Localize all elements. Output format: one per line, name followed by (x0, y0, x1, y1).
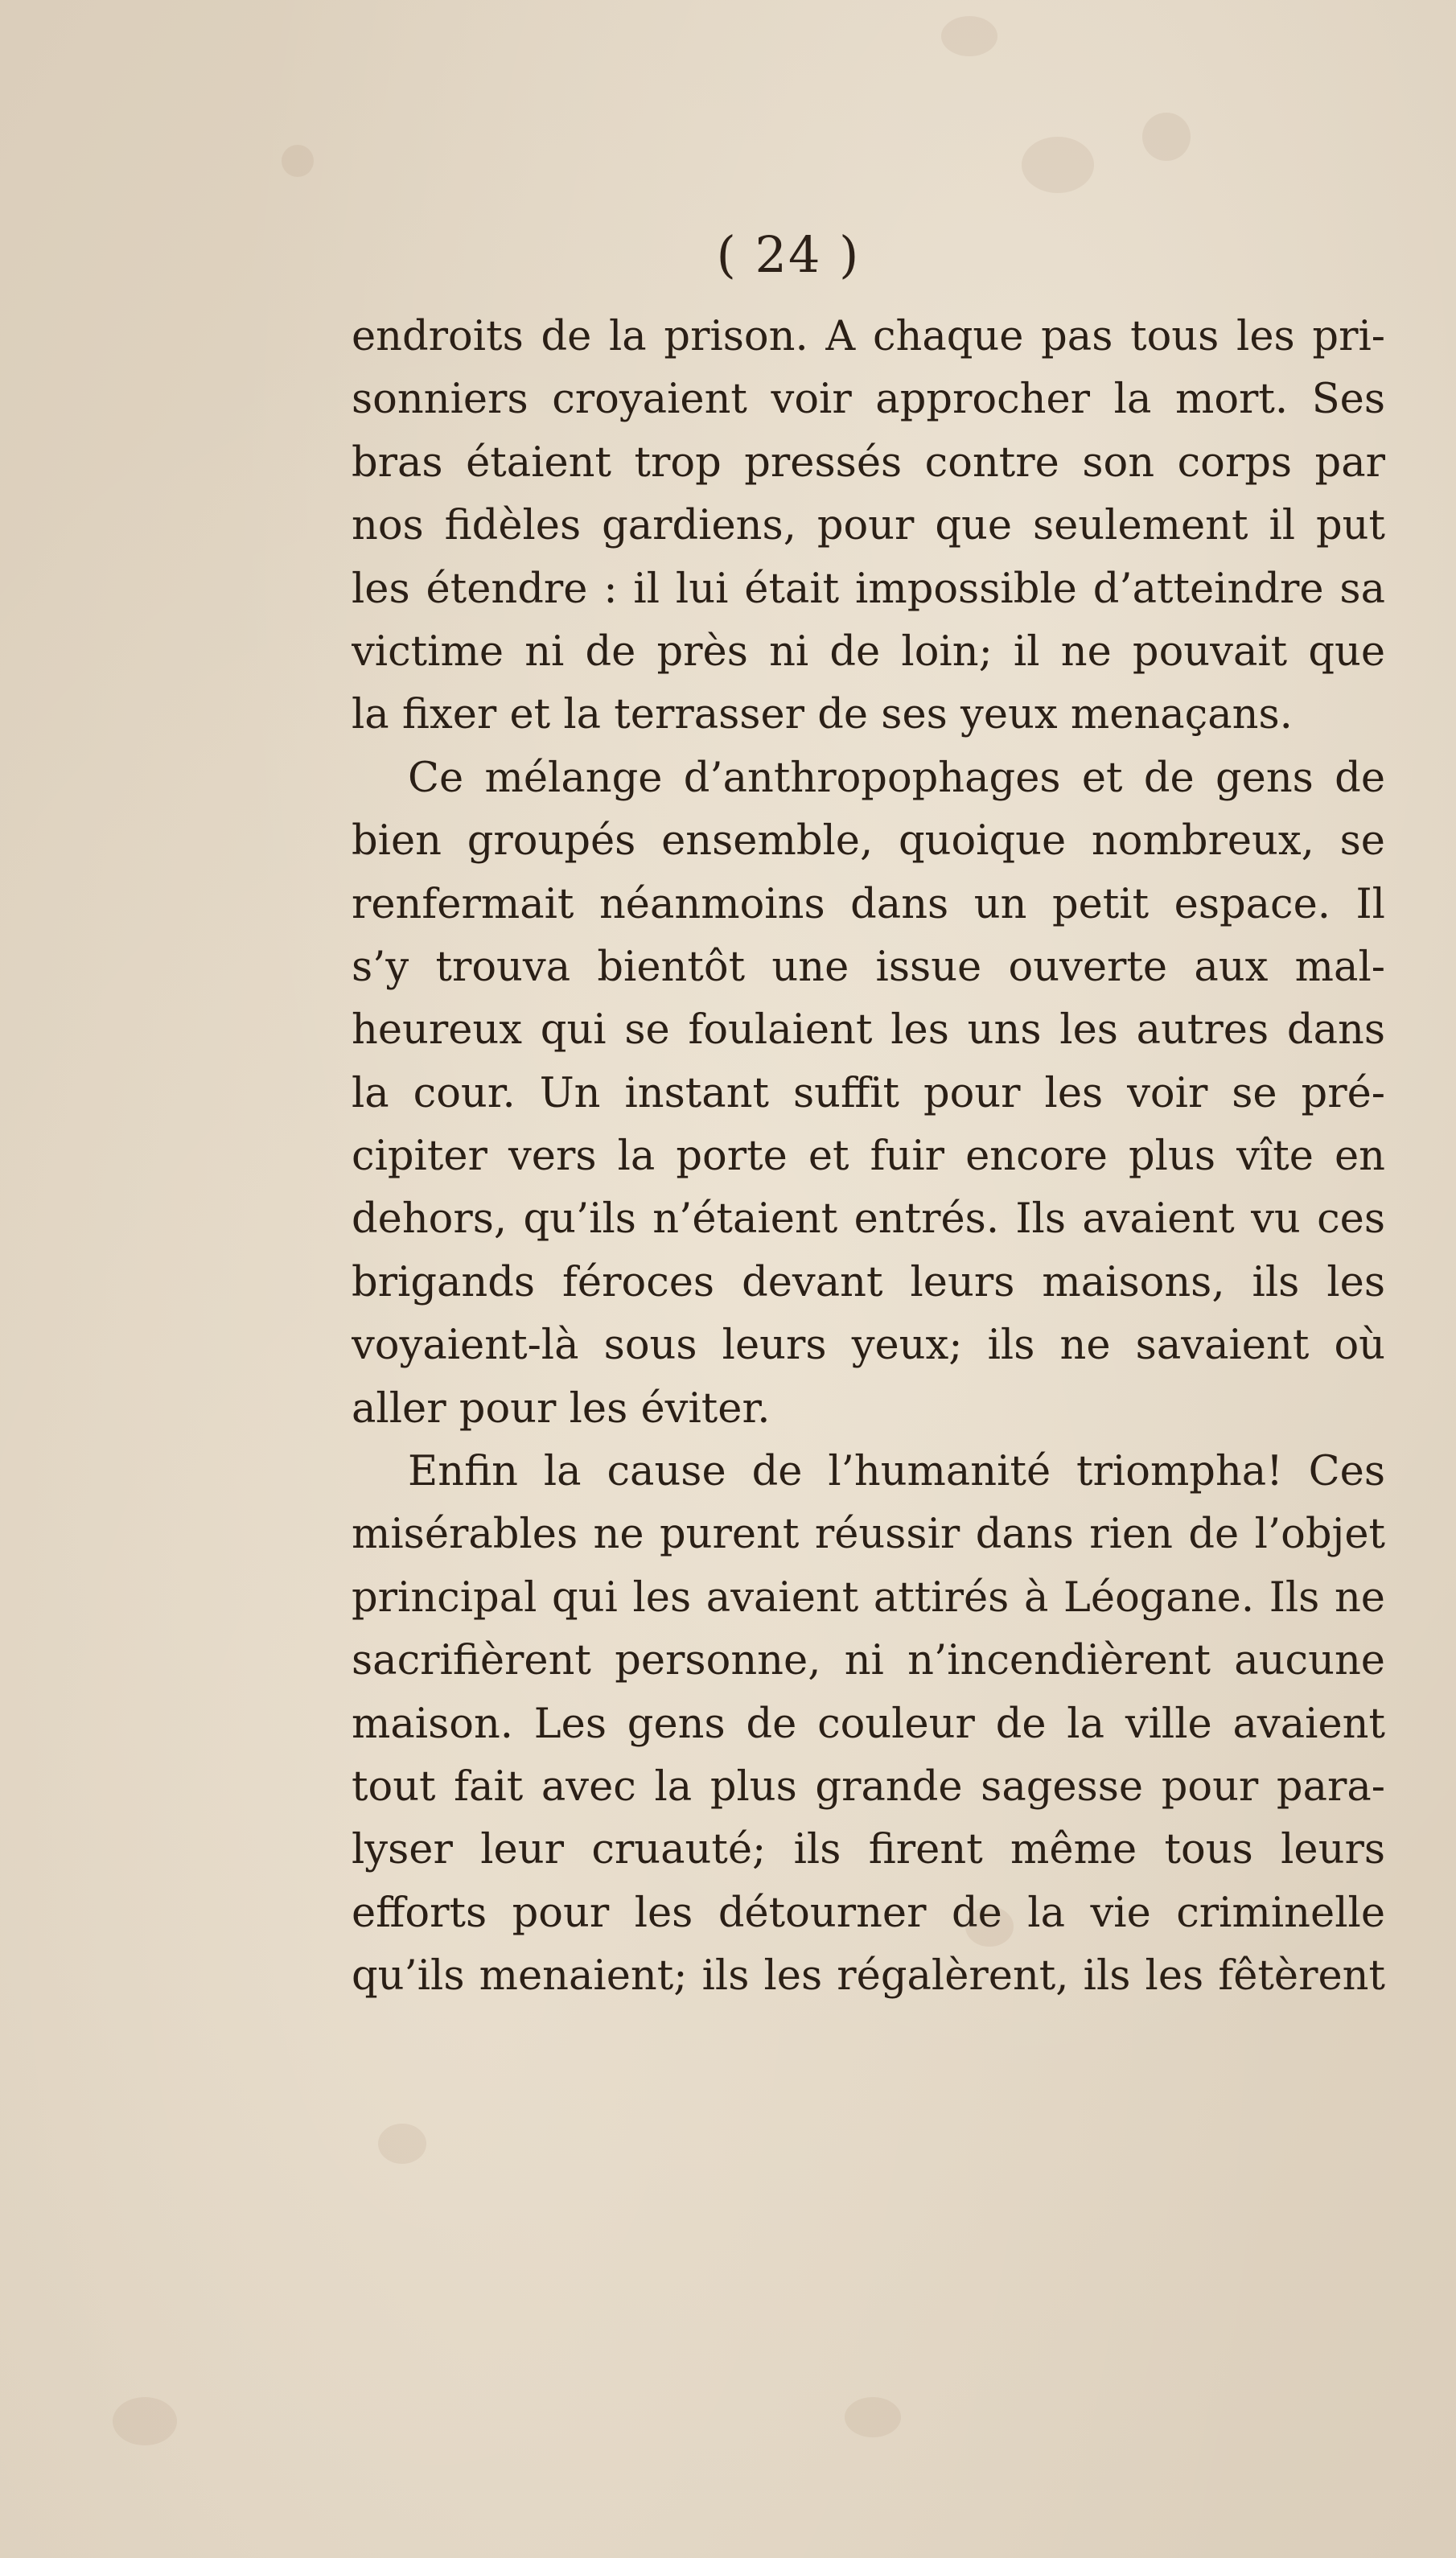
text-line: renfermait néanmoins dans un petit espace. Il (352, 880, 1385, 928)
text-line: qu’ils menaient; ils les régalèrent, ils les fêtèrent (352, 1952, 1385, 2001)
text-line: brigands féroces devant leurs maisons, ils les (352, 1258, 1385, 1306)
text-line: bien groupés ensemble, quoique nombreux, se (352, 817, 1385, 866)
text-line: la cour. Un instant suffit pour les voir se pré- (352, 1069, 1385, 1117)
text-line: endroits de la prison. A chaque pas tous les pri- (352, 313, 1385, 360)
paper-stain (282, 145, 314, 177)
text-line: principal qui les avaient attirés à Léogane. Ils ne (352, 1573, 1385, 1622)
text-line: efforts pour les détourner de la vie criminelle (352, 1889, 1385, 1937)
paper-stain (845, 2397, 901, 2437)
paper-stain (941, 16, 997, 56)
page-number: ( 24 ) (716, 225, 861, 284)
text-line: maison. Les gens de couleur de la ville avaient (352, 1700, 1385, 1748)
text-line: les étendre : il lui était impossible d’atteindre sa (352, 565, 1385, 613)
text-line: sacrifièrent personne, ni n’incendièrent aucune (352, 1637, 1385, 1685)
paper-stain (378, 2124, 426, 2164)
paper-stain (1022, 137, 1094, 193)
paragraph-start-line: Enfin la cause de l’humanité triompha! Ces (408, 1448, 1385, 1496)
body-text (352, 306, 1385, 2009)
text-line: cipiter vers la porte et fuir encore plus vîte en (352, 1133, 1385, 1181)
text-line: heureux qui se foulaient les uns les autres dans (352, 1006, 1385, 1055)
paper-stain (113, 2397, 177, 2445)
paragraph-start-line: Ce mélange d’anthropophages et de gens de (408, 754, 1385, 802)
text-line: aller pour les éviter. (352, 1384, 771, 1433)
text-line: nos fidèles gardiens, pour que seulement il put (352, 502, 1385, 550)
text-line: la fixer et la terrasser de ses yeux menaçans. (352, 691, 1293, 739)
text-line: tout fait avec la plus grande sagesse pour para- (352, 1762, 1385, 1811)
paper-stain (1142, 113, 1191, 161)
text-line: s’y trouva bientôt une issue ouverte aux mal- (352, 943, 1385, 991)
text-line: victime ni de près ni de loin; il ne pouvait que (352, 627, 1385, 676)
text-line: voyaient-là sous leurs yeux; ils ne savaient où (352, 1322, 1385, 1370)
text-line: dehors, qu’ils n’étaient entrés. Ils avaient vu ces (352, 1195, 1385, 1244)
text-line: lyser leur cruauté; ils firent même tous leurs (352, 1826, 1385, 1874)
text-line: sonniers croyaient voir approcher la mort. Ses (352, 376, 1385, 424)
text-line: misérables ne purent réussir dans rien de l’objet (352, 1511, 1385, 1559)
text-line: bras étaient trop pressés contre son corps par (352, 438, 1385, 487)
